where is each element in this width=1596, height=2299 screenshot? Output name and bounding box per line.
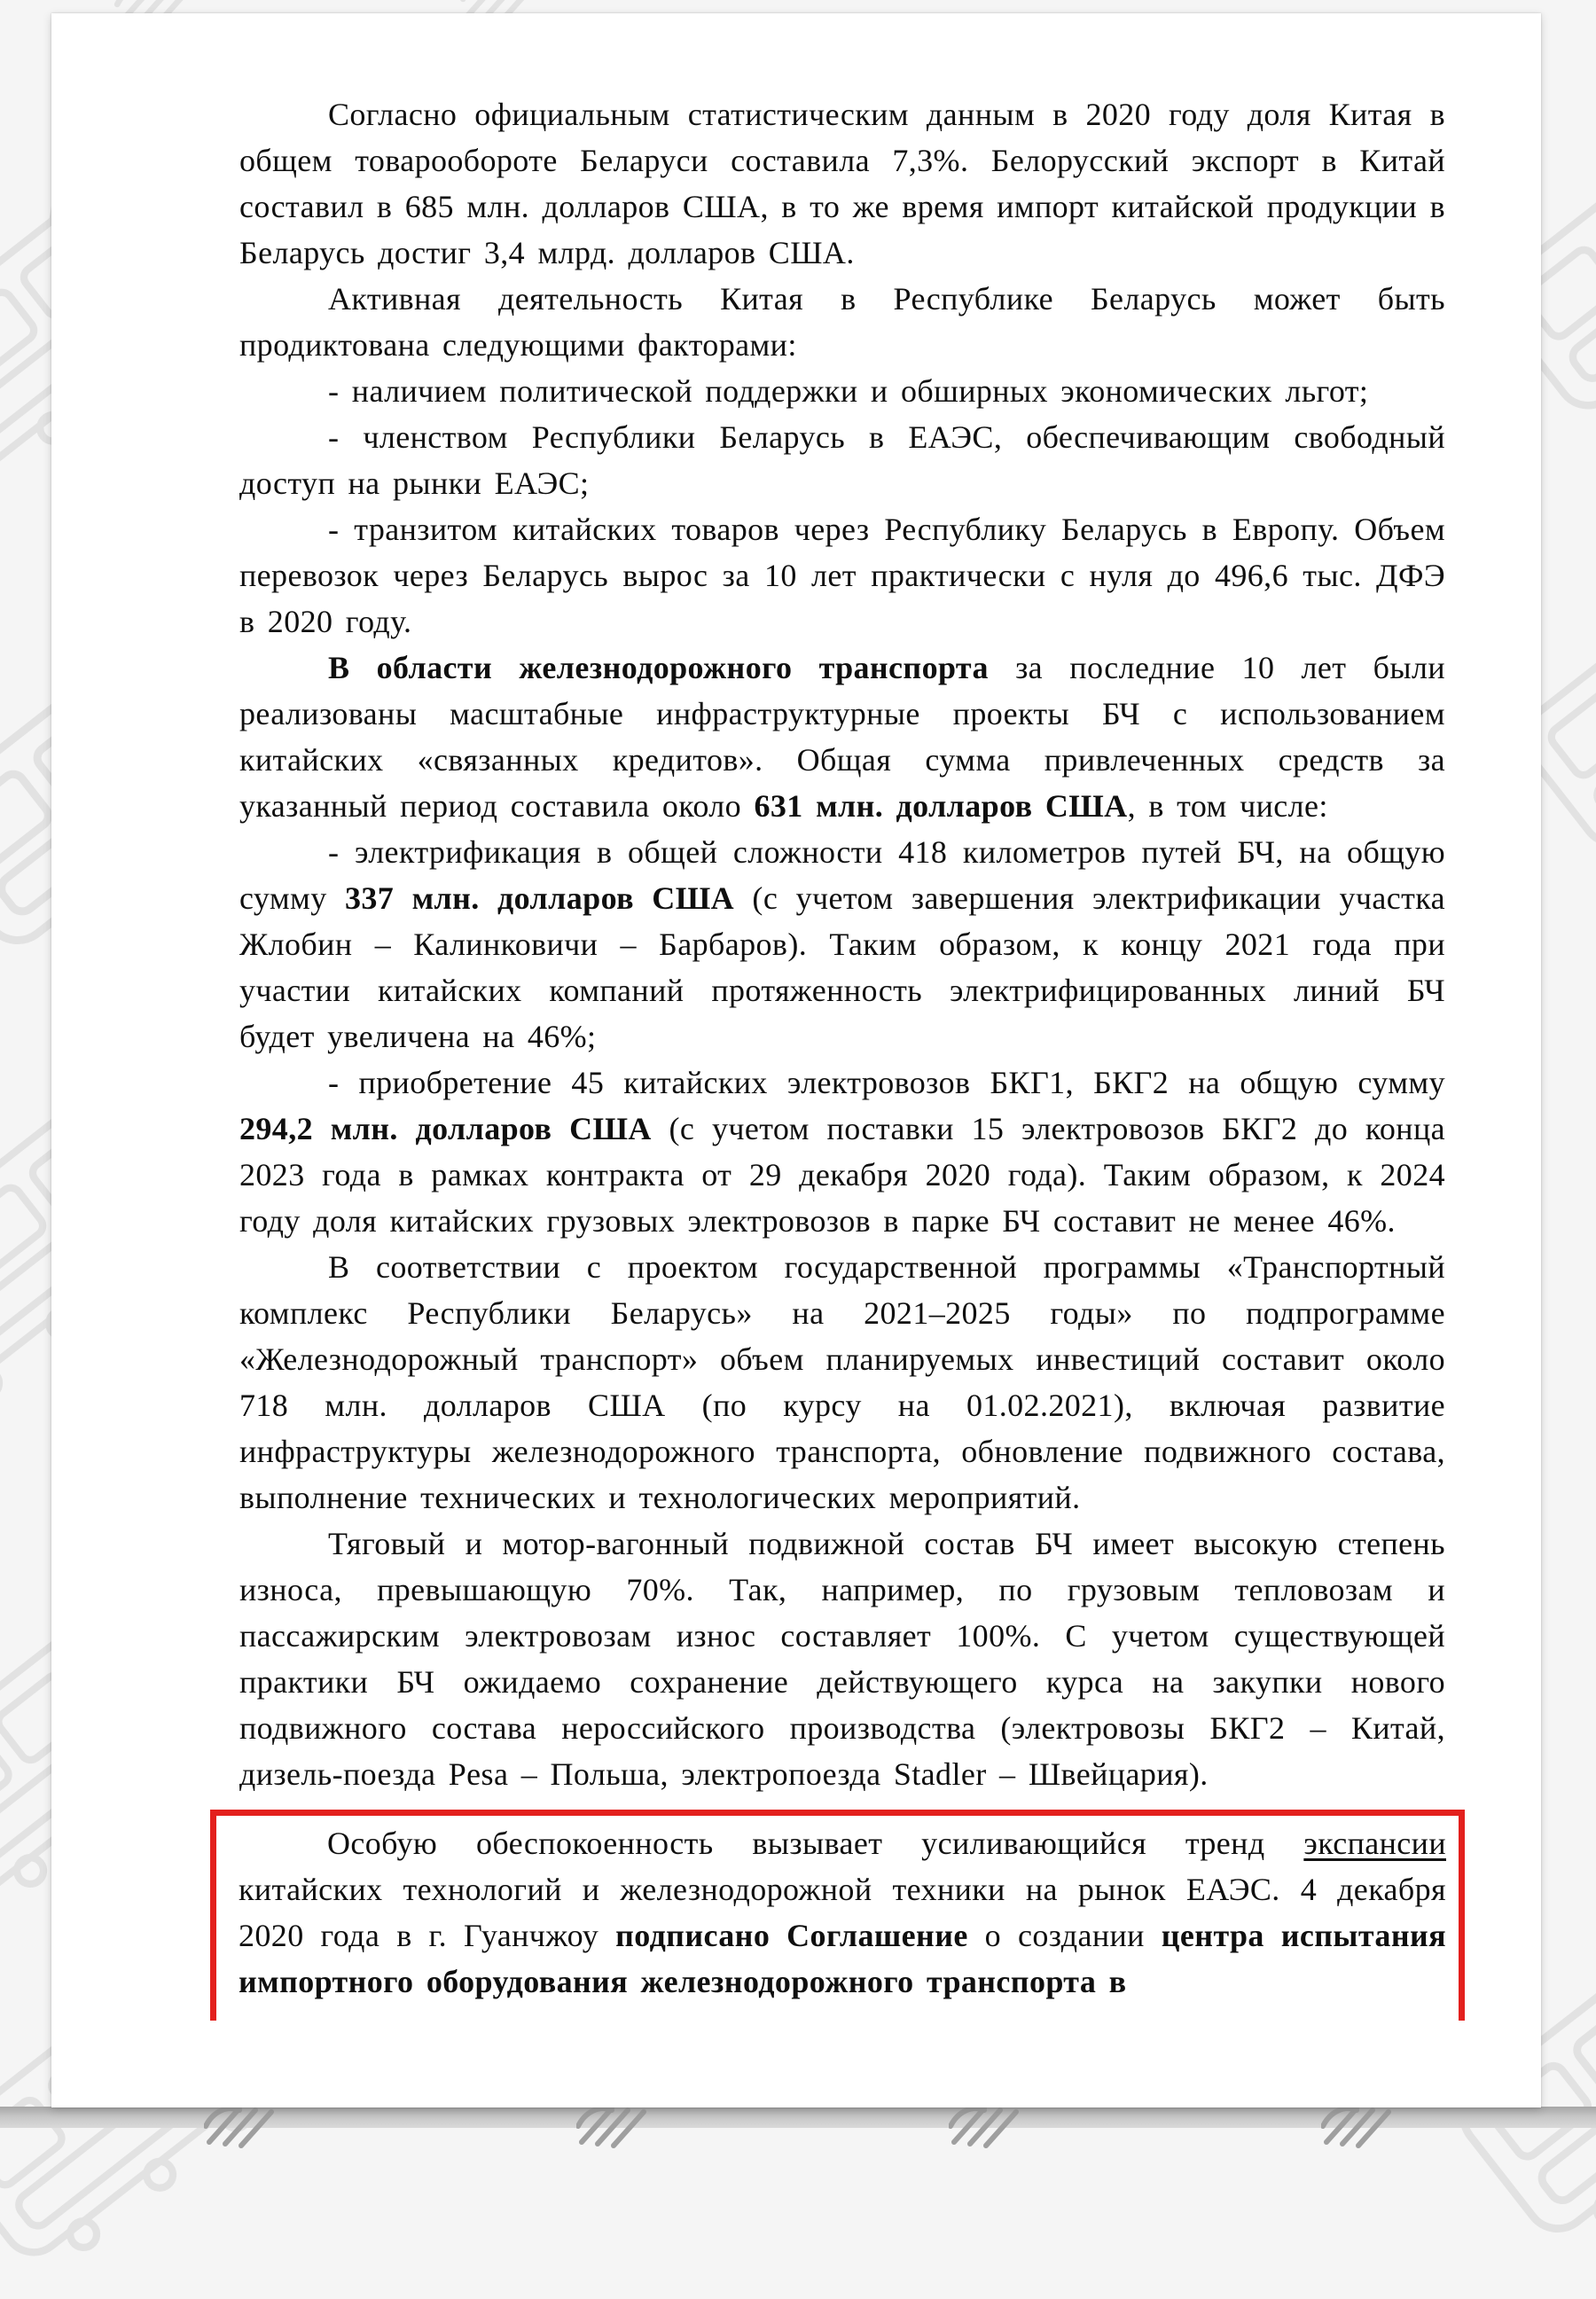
text-run: 294,2 млн. долларов США: [239, 1111, 652, 1146]
text-run: центра испытания импортного оборудования железнодорожного транспорта в: [239, 1918, 1446, 1999]
text-run: - транзитом китайских товаров через Республику Беларусь в Европу. Объем перевозок через Беларусь вырос за 10 лет практически с нуля до 496,6 тыс. ДФЭ в 2020 году.: [239, 512, 1445, 639]
band-mark-icon: [204, 2103, 277, 2155]
paragraph: [239, 1060, 1445, 1244]
paragraph: [239, 414, 1445, 506]
text-run: В соответствии с проектом государственной программы «Транспортный комплекс Республики Беларусь» на 2021–2025 годы» по подпрограмме «Железнодорожный транспорт» объем планируемых инвестиций составит около 718 млн. долларов США (по курсу на 01.02.2021), включая развитие инфраструктуры железнодорожного транспорта, обновление подвижного состава, выполнение технических и технологических мероприятий.: [239, 1249, 1445, 1515]
page-content: [51, 13, 1541, 2107]
text-run: Особую обеспокоенность вызывает усиливающийся тренд: [327, 1826, 1304, 1861]
highlighted-paragraph: [239, 1820, 1446, 2005]
band-mark-icon: [949, 2103, 1021, 2155]
text-run: за последние 10 лет были реализованы масштабные инфраструктурные проекты БЧ с использованием китайских «связанных кредитов». Общая сумма привлеченных средств за указанный период составила около: [239, 650, 1445, 824]
text-run: , в том числе:: [1127, 788, 1328, 824]
text-run: - приобретение 45 китайских электровозов БКГ1, БКГ2 на общую сумму: [328, 1065, 1445, 1100]
document-body: [239, 91, 1445, 1802]
paragraph: [239, 368, 1445, 414]
text-run: подписано Соглашение: [615, 1918, 968, 1953]
text-run: - наличием политической поддержки и обширных экономических льгот;: [328, 373, 1369, 409]
paragraph: [239, 829, 1445, 1060]
text-run: - электрификация в общей сложности 418 километров путей БЧ, на общую сумму: [239, 834, 1445, 916]
band-mark-icon: [576, 2103, 649, 2155]
paragraph: [239, 1244, 1445, 1521]
text-run: Тяговый и мотор-вагонный подвижной состав БЧ имеет высокую степень износа, превышающую 70%. Так, например, по грузовым тепловозам и пассажирским электровозам износ составляет 100%. С учетом существующей практики БЧ ожидаемо сохранение действующего курса на закупки нового подвижного состава нероссийского производства (электровозы БКГ2 – Китай, дизель-поезда Pesa – Польша, электропоезда Stadler – Швейцария).: [239, 1526, 1445, 1792]
band-mark-icon: [1321, 2103, 1394, 2155]
text-run: 337 млн. долларов США: [344, 880, 735, 916]
scan-bottom-band: [0, 2107, 1596, 2128]
text-run: Согласно официальным статистическим данным в 2020 году доля Китая в общем товарообороте Беларуси составила 7,3%. Белорусский экспорт в Китай составил в 685 млн. долларов США, в то же время импорт китайской продукции в Беларусь достиг 3,4 млрд. долларов США.: [239, 97, 1445, 270]
text-run: 631 млн. долларов США: [754, 788, 1128, 824]
highlight-box: [210, 1810, 1465, 2021]
text-run: (с учетом поставки 15 электровозов БКГ2 до конца 2023 года в рамках контракта от 29 декабря 2020 года). Таким образом, к 2024 году доля китайских грузовых электровозов в парке БЧ составит не менее 46%.: [239, 1111, 1445, 1239]
paragraph: [239, 1521, 1445, 1797]
paragraph: [239, 91, 1445, 276]
text-run: о создании: [967, 1918, 1162, 1953]
text-run: В области железнодорожного транспорта: [328, 650, 989, 685]
text-run: - членством Республики Беларусь в ЕАЭС, обеспечивающим свободный доступ на рынки ЕАЭС;: [239, 419, 1445, 501]
document-page: [51, 13, 1541, 2107]
text-run: Активная деятельность Китая в Республике Беларусь может быть продиктована следующими факторами:: [239, 281, 1445, 363]
paragraph: [239, 506, 1445, 645]
paragraph: [239, 645, 1445, 829]
text-run: экспансии: [1303, 1826, 1446, 1861]
text-run: (с учетом завершения электрификации участка Жлобин – Калинковичи – Барбаров). Таким образом, к концу 2021 года при участии китайских компаний протяженность электрифицированных линий БЧ будет увеличена на 46%;: [239, 880, 1445, 1054]
text-run: китайских технологий и железнодорожной техники на рынок ЕАЭС. 4 декабря 2020 года в г. Гуанчжоу: [239, 1872, 1446, 1953]
paragraph: [239, 276, 1445, 368]
